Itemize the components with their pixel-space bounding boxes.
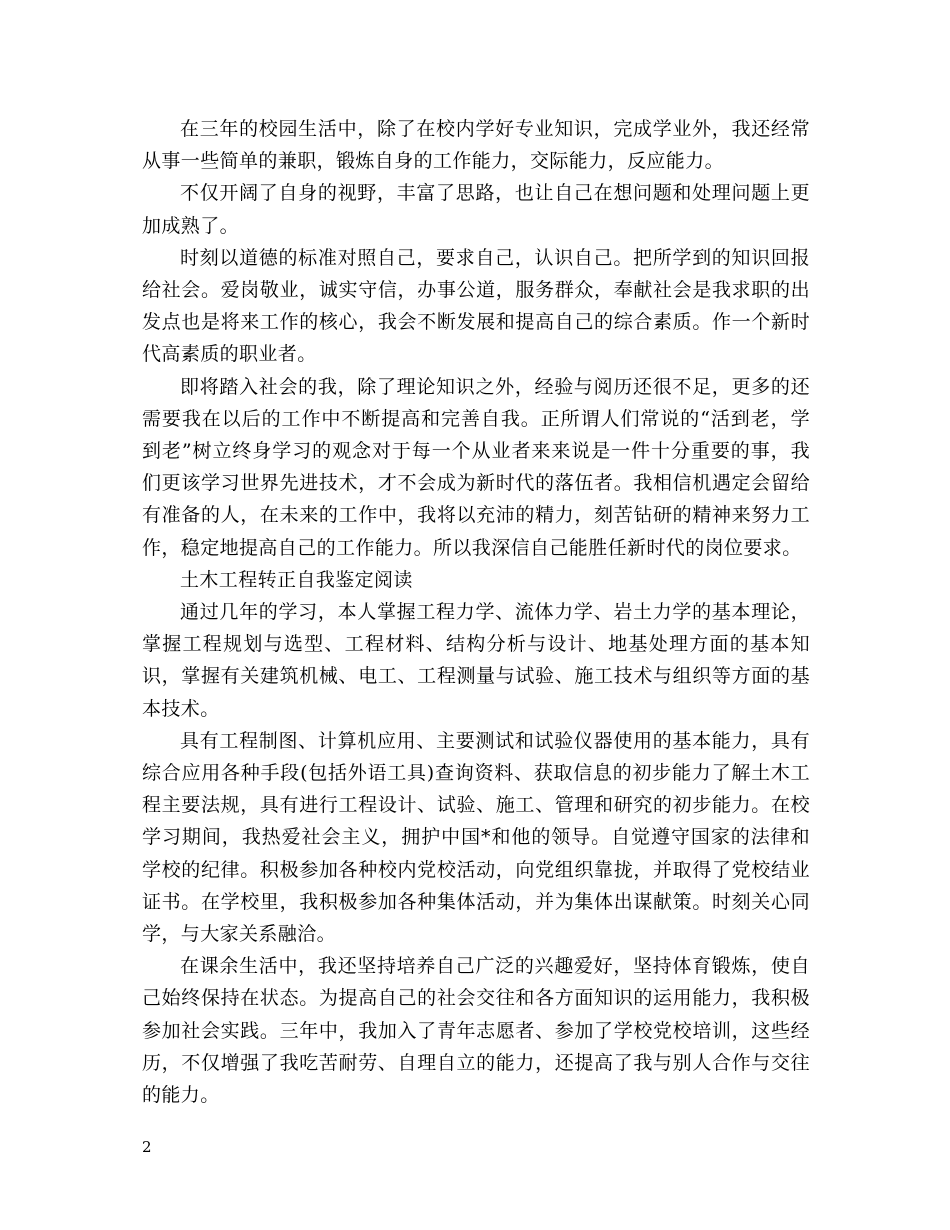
page-number: 2: [142, 1138, 152, 1156]
body-text: [142, 113, 810, 1111]
paragraph-studies: 通过几年的学习，本人掌握工程力学、流体力学、岩土力学的基本理论，掌握工程规划与选型、工程材料、结构分析与设计、地基处理方面的基本知识，掌握有关建筑机械、电工、工程测量与试验、施工技术与组织等方面的基本技术。: [142, 601, 810, 720]
section-heading: 土木工程转正自我鉴定阅读: [180, 568, 413, 591]
paragraph-part-time-work: 在三年的校园生活中，除了在校内学好专业知识，完成学业外，我还经常从事一些简单的兼职，锻炼自身的工作能力，交际能力，反应能力。: [142, 118, 810, 173]
paragraph-abilities: 具有工程制图、计算机应用、主要测试和试验仪器使用的基本能力，具有综合应用各种手段(包括外语工具)查询资料、获取信息的初步能力了解土木工程主要法规，具有进行工程设计、试验、施工、管理和研究的初步能力。在校学习期间，我热爱社会主义，拥护中国*和他的领导。自觉遵守国家的法律和学校的纪律。积极参加各种校内党校活动，向党组织靠拢，并取得了党校结业证书。在学校里，我积极参加各种集体活动，并为集体出谋献策。时刻关心同学，与大家关系融洽。: [142, 729, 810, 946]
paragraph-entering-society: 即将踏入社会的我，除了理论知识之外，经验与阅历还很不足，更多的还需要我在以后的工作中不断提高和完善自我。正所谓人们常说的“活到老，学到老”树立终身学习的观念对于每一个从业者来来说是一件十分重要的事，我们更该学习世界先进技术，才不会成为新时代的落伍者。我相信机遇定会留给有准备的人，在未来的工作中，我将以充沛的精力，刻苦钻研的精神来努力工作，稳定地提高自己的工作能力。所以我深信自己能胜任新时代的岗位要求。: [142, 375, 810, 559]
paragraph-moral-standards: 时刻以道德的标准对照自己，要求自己，认识自己。把所学到的知识回报给社会。爱岗敬业，诚实守信，办事公道，服务群众，奉献社会是我求职的出发点也是将来工作的核心，我会不断发展和提高自己的综合素质。作一个新时代高素质的职业者。: [142, 246, 810, 366]
paragraph-extracurricular: 在课余生活中，我还坚持培养自己广泛的兴趣爱好，坚持体育锻炼，使自己始终保持在状态。为提高自己的社会交往和各方面知识的运用能力，我积极参加社会实践。三年中，我加入了青年志愿者、参加了学校党校培训，这些经历，不仅增强了我吃苦耐劳、自理自立的能力，还提高了我与别人合作与交往的能力。: [142, 955, 810, 1107]
paragraph-broadened-horizons: 不仅开阔了自身的视野，丰富了思路，也让自己在想问题和处理问题上更加成熟了。: [142, 182, 810, 237]
